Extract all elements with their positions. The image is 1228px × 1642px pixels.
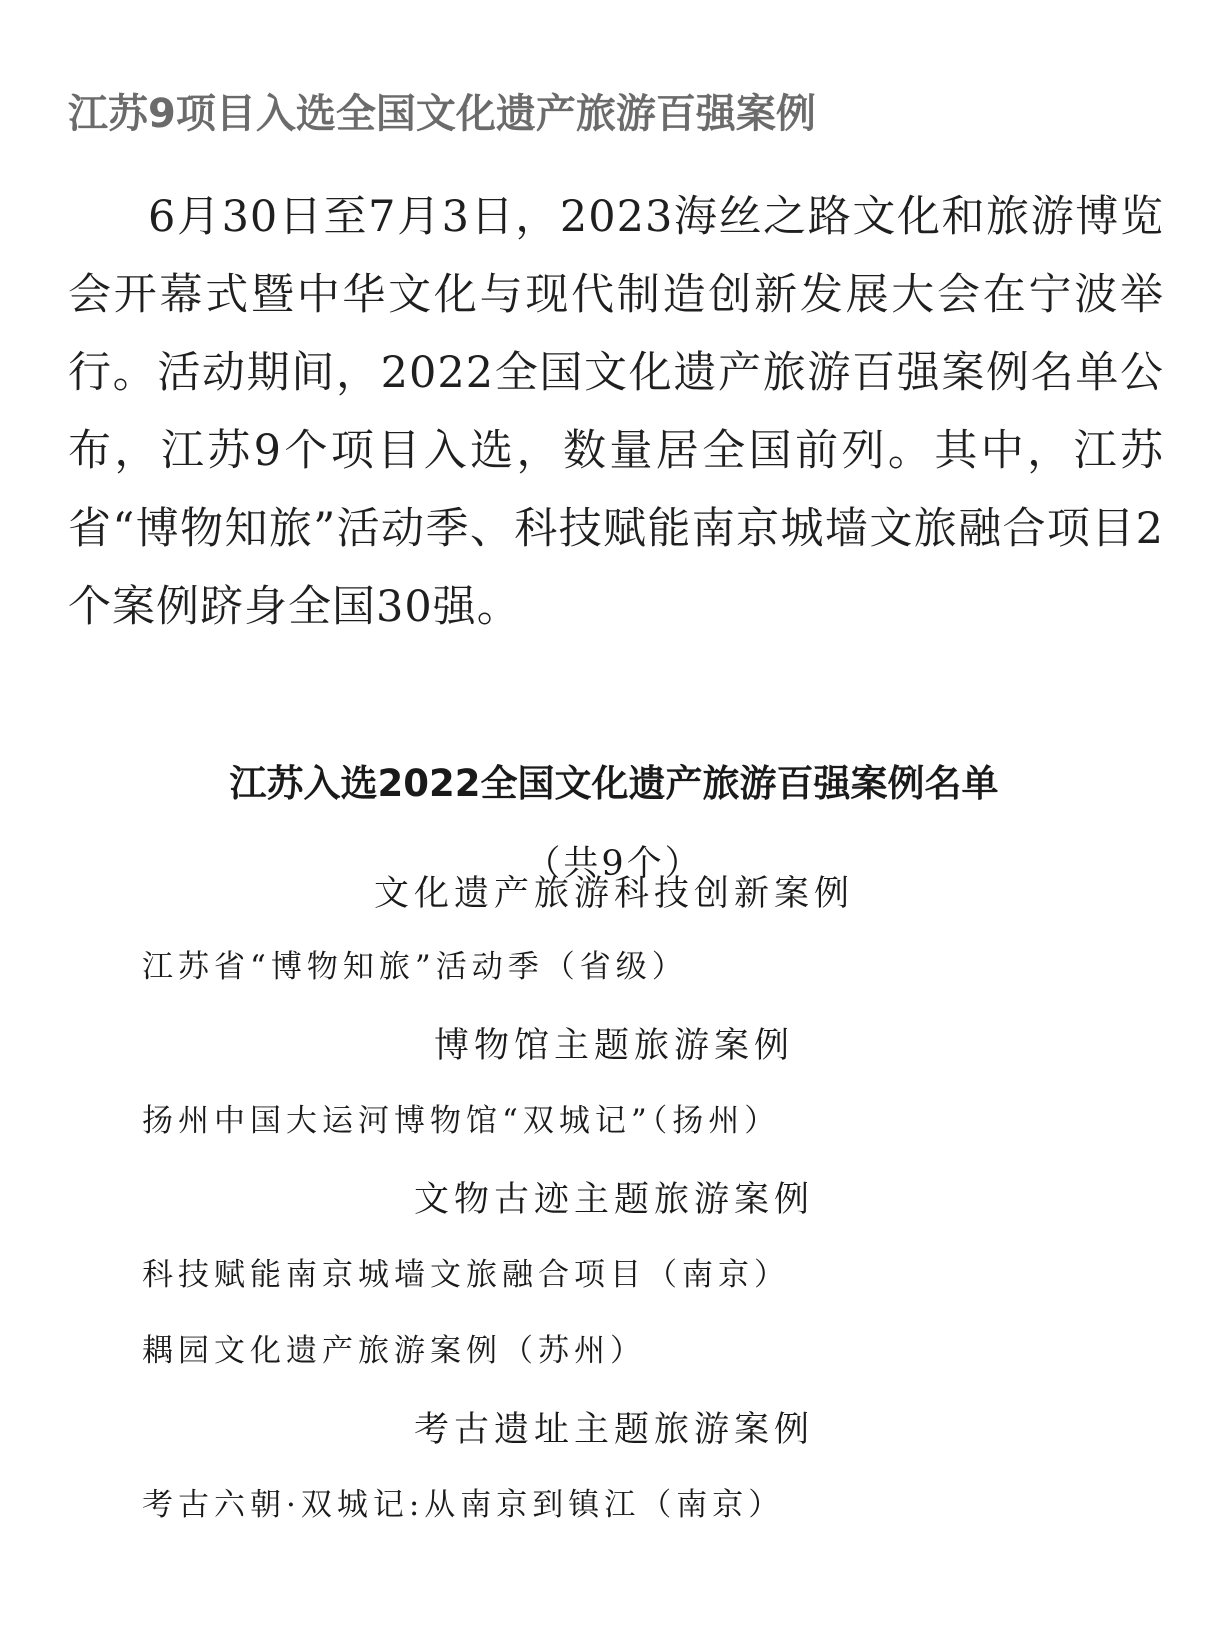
list-item: 科技赋能南京城墙文旅融合项目（南京） <box>142 1257 790 1293</box>
category-heading-tech-innovation: 文化遗产旅游科技创新案例 <box>373 874 854 914</box>
category-heading-heritage-sites: 文物古迹主题旅游案例 <box>413 1180 814 1220</box>
list-count: （共9个） <box>525 844 703 884</box>
list-item: 扬州中国大运河博物馆“双城记”（扬州） <box>142 1103 781 1139</box>
list-item: 考古六朝·双城记:从南京到镇江（南京） <box>142 1487 785 1523</box>
article-paragraph: 6月30日至7月3日，2023海丝之路文化和旅游博览会开幕式暨中华文化与现代制造创新发展大会在宁波举行。活动期间，2022全国文化遗产旅游百强案例名单公布，江苏9个项目入选，数量居全国前列。其中，江苏省“博物知旅”活动季、科技赋能南京城墙文旅融合项目2个案例跻身全国30强。 <box>68 192 1164 632</box>
article-headline: 江苏9项目入选全国文化遗产旅游百强案例 <box>68 91 816 137</box>
article-body <box>68 178 1164 646</box>
list-item: 江苏省“博物知旅”活动季（省级） <box>142 949 688 985</box>
category-heading-archaeology: 考古遗址主题旅游案例 <box>413 1410 814 1450</box>
list-item: 耦园文化遗产旅游案例（苏州） <box>142 1333 646 1369</box>
category-heading-museum: 博物馆主题旅游案例 <box>433 1026 794 1066</box>
list-title: 江苏入选2022全国文化遗产旅游百强案例名单 <box>229 762 999 805</box>
